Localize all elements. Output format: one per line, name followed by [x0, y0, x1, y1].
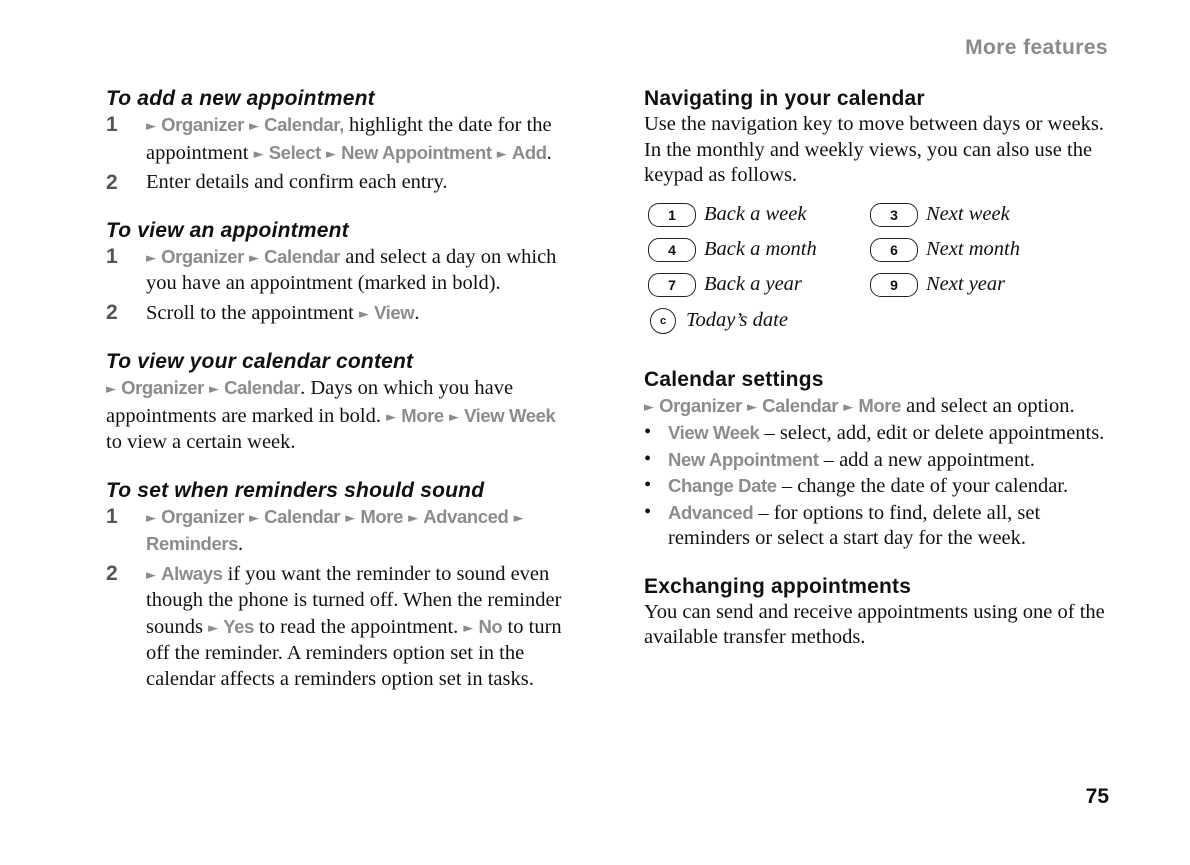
- menu-more: More: [858, 394, 901, 416]
- arrow-icon: ►: [408, 510, 419, 526]
- menu-no: No: [478, 615, 503, 637]
- page-number: 75: [1085, 785, 1109, 808]
- bullet-icon: •: [644, 474, 652, 496]
- shortcut-next-year: [870, 273, 1005, 297]
- shortcut-next-month: [870, 238, 1020, 262]
- shortcut-back-month: [648, 238, 817, 262]
- menu-view-week: View Week: [464, 404, 556, 426]
- menu-change-date: Change Date: [668, 475, 777, 496]
- step-2: [106, 300, 576, 328]
- add-appointment-heading: To add a new appointment: [106, 87, 375, 110]
- step-text: .: [414, 301, 420, 324]
- section-title: More features: [965, 36, 1108, 59]
- arrow-icon: ►: [253, 146, 264, 162]
- arrow-icon: ►: [249, 119, 260, 134]
- menu-new-appointment: New Appointment: [341, 141, 492, 163]
- arrow-icon: ►: [208, 620, 219, 636]
- list-item: [644, 500, 1114, 552]
- bullet-icon: •: [644, 500, 652, 523]
- calendar-content-text: [106, 375, 576, 456]
- menu-more: More: [401, 404, 444, 426]
- step-number: 2: [106, 300, 118, 324]
- arrow-icon: ►: [106, 382, 116, 397]
- bullet-icon: •: [644, 421, 652, 443]
- keypad-shortcuts: [644, 203, 1114, 353]
- arrow-icon: ►: [496, 146, 507, 162]
- menu-organizer: Organizer: [161, 245, 244, 267]
- key-7-icon: 7: [648, 273, 696, 297]
- calendar-settings-heading: Calendar settings: [644, 367, 824, 391]
- list-item: [644, 420, 1114, 447]
- shortcut-label: Back a month: [704, 238, 817, 260]
- menu-view-week: View Week: [668, 422, 760, 443]
- menu-new-appointment: New Appointment: [668, 448, 819, 470]
- list-item: [644, 473, 1114, 500]
- list-item-text: – change the date of your calendar.: [776, 475, 1069, 497]
- view-appointment-heading: To view an appointment: [106, 218, 349, 242]
- arrow-icon: ►: [325, 146, 336, 162]
- step-text: Scroll to the appointment: [146, 301, 359, 324]
- menu-organizer: Organizer: [161, 114, 244, 135]
- arrow-icon: ►: [146, 567, 156, 583]
- step-2: [106, 170, 576, 196]
- key-3-icon: 3: [870, 203, 918, 227]
- menu-view: View: [374, 301, 415, 323]
- reminders-heading: To set when reminders should sound: [106, 478, 485, 502]
- shortcut-next-week: [870, 203, 1010, 227]
- step-1: [106, 112, 576, 167]
- step-1: [106, 244, 576, 297]
- body-text: to view a certain week.: [106, 431, 296, 453]
- step-number: 1: [106, 113, 118, 136]
- menu-organizer: Organizer: [161, 505, 244, 527]
- arrow-icon: ►: [209, 382, 220, 397]
- menu-calendar: Calendar: [264, 245, 341, 267]
- shortcut-label: Next year: [926, 273, 1006, 295]
- menu-calendar: Calendar: [762, 394, 839, 416]
- arrow-icon: ►: [843, 399, 854, 415]
- key-6-icon: 6: [870, 238, 918, 262]
- menu-calendar: Calendar: [224, 377, 301, 398]
- list-item-text: – add a new appointment.: [818, 448, 1035, 471]
- step-text: to read the appointment.: [253, 615, 464, 638]
- menu-select: Select: [268, 141, 321, 163]
- list-item: [644, 447, 1114, 474]
- arrow-icon: ►: [146, 119, 156, 134]
- navigating-section: [644, 86, 1114, 353]
- right-column: [644, 86, 1114, 673]
- arrow-icon: ►: [463, 620, 474, 636]
- calendar-settings-intro: [644, 393, 1114, 421]
- bullet-icon: •: [644, 447, 652, 470]
- step-number: 1: [106, 504, 118, 528]
- shortcut-back-year: [648, 273, 802, 297]
- exchanging-section: [644, 574, 1114, 651]
- step-text: to turn off the reminder. A reminders option set in the calendar affects a reminders option set in tasks.: [146, 615, 562, 690]
- arrow-icon: ►: [146, 250, 156, 266]
- reminders-steps: [106, 504, 576, 693]
- left-column: [106, 86, 576, 714]
- key-c-icon: c: [650, 308, 676, 334]
- view-appointment-steps: [106, 244, 576, 328]
- step-text: Enter details and confirm each entry.: [146, 171, 448, 193]
- reminders-section: [106, 478, 576, 693]
- arrow-icon: ►: [146, 510, 156, 526]
- menu-advanced: Advanced: [423, 505, 509, 527]
- menu-always: Always: [161, 562, 223, 584]
- add-appointment-steps: [106, 112, 576, 196]
- menu-reminders: Reminders: [146, 533, 239, 554]
- step-number: 2: [106, 171, 118, 194]
- navigating-text: Use the navigation key to move between days or weeks. In the monthly and weekly views, you can also use the keypad as follows.: [644, 113, 1104, 186]
- menu-organizer: Organizer: [659, 394, 742, 416]
- arrow-icon: ►: [644, 399, 654, 415]
- arrow-icon: ►: [345, 510, 356, 526]
- step-text: highlight the date for the appointment: [146, 114, 552, 164]
- calendar-settings-section: [644, 367, 1114, 552]
- menu-calendar: Calendar: [264, 505, 341, 527]
- shortcut-todays-date: [644, 308, 788, 334]
- key-4-icon: 4: [648, 238, 696, 262]
- key-9-icon: 9: [870, 273, 918, 297]
- menu-add: Add: [511, 141, 547, 163]
- settings-list: [644, 420, 1114, 552]
- navigating-heading: Navigating in your calendar: [644, 87, 925, 110]
- menu-advanced: Advanced: [668, 501, 754, 523]
- step-text: and select a day on which you have an appointment (marked in bold).: [146, 245, 557, 294]
- shortcut-label: Next week: [926, 203, 1010, 225]
- shortcut-label: Back a week: [704, 203, 807, 225]
- calendar-content-section: [106, 349, 576, 456]
- arrow-icon: ►: [386, 409, 397, 425]
- arrow-icon: ►: [513, 510, 524, 526]
- exchanging-heading: Exchanging appointments: [644, 574, 912, 598]
- arrow-icon: ►: [448, 409, 459, 425]
- menu-calendar: Calendar,: [264, 114, 344, 135]
- arrow-icon: ►: [358, 306, 369, 322]
- body-text: . Days on which you have appointments are marked in bold.: [106, 377, 514, 427]
- shortcut-back-week: [648, 203, 806, 227]
- shortcut-label: Next month: [926, 238, 1020, 260]
- shortcut-label: Back a year: [704, 273, 802, 295]
- step-number: 1: [106, 244, 118, 268]
- view-appointment-section: [106, 218, 576, 328]
- step-text: if you want the reminder to sound even though the phone is turned off. When the reminder sounds: [146, 562, 562, 638]
- arrow-icon: ►: [249, 510, 260, 526]
- step-text: .: [546, 141, 552, 164]
- calendar-content-heading: To view your calendar content: [106, 350, 414, 373]
- menu-organizer: Organizer: [121, 377, 204, 398]
- body-text: and select an option.: [900, 394, 1075, 417]
- arrow-icon: ►: [249, 250, 260, 266]
- list-item-text: – select, add, edit or delete appointments.: [759, 422, 1105, 444]
- step-2: [106, 561, 576, 693]
- shortcut-label: Today’s date: [686, 309, 788, 331]
- add-appointment-section: [106, 86, 576, 196]
- exchanging-text: You can send and receive appointments using one of the available transfer methods.: [644, 600, 1105, 648]
- step-number: 2: [106, 561, 118, 585]
- step-text: .: [238, 533, 244, 555]
- menu-more: More: [360, 505, 403, 527]
- step-1: [106, 504, 576, 558]
- key-1-icon: 1: [648, 203, 696, 227]
- menu-yes: Yes: [223, 615, 254, 637]
- arrow-icon: ►: [747, 399, 758, 415]
- list-item-text: – for options to find, delete all, set reminders or select a start day for the week.: [668, 501, 1041, 549]
